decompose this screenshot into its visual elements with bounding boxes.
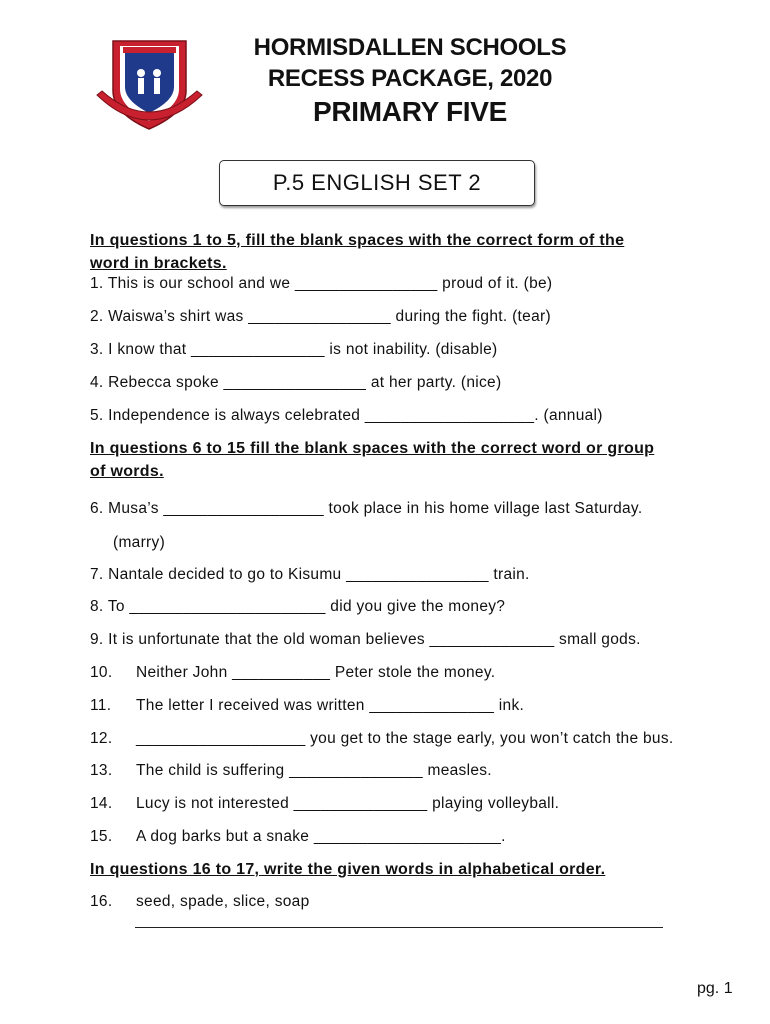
question-11: 11. The letter I received was written ______________ ink. <box>90 697 525 714</box>
section3-instruction: In questions 16 to 17, write the given words in alphabetical order. <box>90 861 606 878</box>
question-8: 8. To ______________________ did you give the money? <box>90 598 506 615</box>
package-title: RECESS PACKAGE, 2020 <box>267 65 553 92</box>
question-1: 1. This is our school and we ________________ proud of it. (be) <box>90 275 553 292</box>
section2-instruction: In questions 6 to 15 fill the blank spaces with the correct word or group of words. <box>90 440 655 480</box>
question-15: 15. A dog barks but a snake _____________________. <box>90 828 506 845</box>
page-number: pg. 1 <box>697 980 733 997</box>
question-16: 16. seed, spade, slice, soap <box>90 893 310 910</box>
set-title: P.5 ENGLISH SET 2 <box>272 170 482 195</box>
question-4: 4. Rebecca spoke ________________ at her party. (nice) <box>90 374 502 391</box>
question-6-hint: (marry) <box>113 534 166 551</box>
question-3: 3. I know that _______________ is not inability. (disable) <box>90 341 498 358</box>
question-13: 13. The child is suffering _______________ measles. <box>90 762 492 779</box>
question-7: 7. Nantale decided to go to Kisumu ________________ train. <box>90 566 530 583</box>
question-9: 9. It is unfortunate that the old woman believes ______________ small gods. <box>90 631 641 648</box>
question-10: 10. Neither John ___________ Peter stole the money. <box>90 664 496 681</box>
answer-line-16 <box>135 927 663 928</box>
question-12: 12. ___________________ you get to the stage early, you won’t catch the bus. <box>90 730 674 747</box>
question-2: 2. Waiswa’s shirt was ________________ during the fight. (tear) <box>90 308 551 325</box>
set-title-box <box>219 160 535 206</box>
class-title: PRIMARY FIVE <box>313 96 507 127</box>
question-6: 6. Musa’s __________________ took place in his home village last Saturday. <box>90 500 643 517</box>
question-5: 5. Independence is always celebrated ___________________. (annual) <box>90 407 603 424</box>
school-name: HORMISDALLEN SCHOOLS <box>253 34 567 61</box>
question-14: 14. Lucy is not interested _______________ playing volleyball. <box>90 795 560 812</box>
section1-instruction: In questions 1 to 5, fill the blank spaces with the correct form of the word in brackets. <box>90 232 625 272</box>
